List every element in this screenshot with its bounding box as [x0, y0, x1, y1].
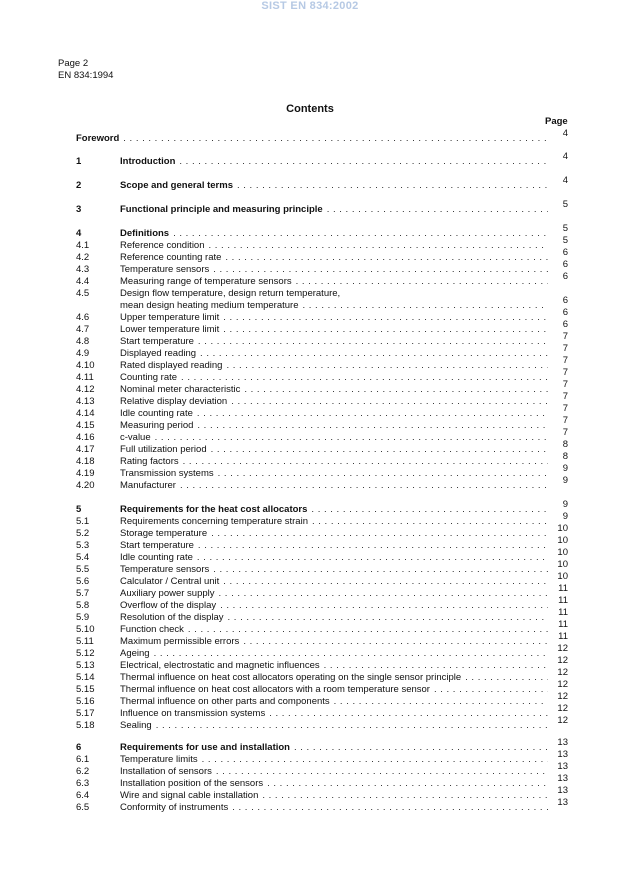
toc-entry-number: 4.20 [76, 480, 95, 491]
toc-entry-number: 5.16 [76, 696, 95, 707]
dot-leader [327, 204, 548, 216]
toc-entry-title: Thermal influence on heat cost allocators operating on the single sensor principle [120, 672, 462, 683]
toc-entry[interactable] [0, 175, 620, 192]
toc-entry-number: 4.2 [76, 252, 90, 263]
toc-entry-page: 12 [557, 667, 568, 678]
toc-entry-number: 5.2 [76, 528, 90, 539]
dot-leader [237, 180, 548, 192]
toc-entry-number: 5.1 [76, 516, 90, 527]
toc-entry-number: 5.13 [76, 660, 95, 671]
toc-entry[interactable] [0, 307, 620, 324]
toc-entry-title: Reference counting rate [120, 252, 222, 263]
toc-entry-page: 7 [562, 355, 568, 366]
dot-leader [202, 754, 548, 766]
toc-entry-number: 5.6 [76, 576, 90, 587]
toc-entry-title: Reference condition [120, 240, 205, 251]
toc-entry-title: Full utilization period [120, 444, 207, 455]
toc-entry-title: Auxiliary power supply [120, 588, 215, 599]
toc-entry-title: Relative display deviation [120, 396, 228, 407]
toc-entry-number: 5.3 [76, 540, 90, 551]
toc-entry[interactable] [0, 619, 620, 636]
toc-entry-number: 2 [76, 180, 82, 191]
toc-entry[interactable] [0, 288, 620, 300]
dot-leader [197, 408, 548, 420]
dot-leader [209, 240, 549, 252]
toc-entry-number: 4.9 [76, 348, 90, 359]
dot-leader [262, 790, 548, 802]
toc-entry-number: 4.12 [76, 384, 95, 395]
toc-entry-number: 5.8 [76, 600, 90, 611]
toc-entry-page: 6 [562, 319, 568, 330]
toc-entry-title: Wire and signal cable installation [120, 790, 259, 801]
dot-leader [197, 420, 548, 432]
toc-entry[interactable] [0, 199, 620, 216]
toc-entry[interactable] [0, 691, 620, 708]
toc-entry-page: 9 [562, 475, 568, 486]
toc-entry-title: Design flow temperature, design return temperature, [120, 288, 341, 299]
toc-entry-title: Measuring period [120, 420, 194, 431]
toc-entry-number: 4.4 [76, 276, 90, 287]
toc-entry-page: 13 [557, 761, 568, 772]
toc-entry-title: Temperature sensors [120, 264, 210, 275]
dot-leader [223, 324, 548, 336]
toc-entry[interactable] [0, 595, 620, 612]
toc-entry[interactable] [0, 631, 620, 648]
toc-entry-number: 6.4 [76, 790, 90, 801]
toc-entry-number: 4.10 [76, 360, 95, 371]
toc-entry-title: Temperature limits [120, 754, 198, 765]
toc-entry-title: Requirements for use and installation [120, 742, 290, 753]
toc-entry-number: 5 [76, 504, 82, 515]
toc-entry[interactable] [0, 559, 620, 576]
toc-entry-title: Displayed reading [120, 348, 197, 359]
toc-entry-title: Calculator / Central unit [120, 576, 220, 587]
toc-entry-title: Installation position of the sensors [120, 778, 264, 789]
toc-entry[interactable] [0, 679, 620, 696]
dot-leader [180, 480, 548, 492]
dot-leader [244, 384, 548, 396]
toc-entry-number: 5.12 [76, 648, 95, 659]
toc-entry-title: Nominal meter characteristic [120, 384, 241, 395]
toc-entry-title: Functional principle and measuring principle [120, 204, 323, 215]
toc-entry[interactable] [0, 475, 620, 492]
toc-entry-page: 8 [562, 451, 568, 462]
dot-leader [231, 396, 548, 408]
dot-leader [269, 708, 548, 720]
toc-entry-title: Function check [120, 624, 184, 635]
toc-entry-number: 4.17 [76, 444, 95, 455]
toc-entry[interactable] [0, 379, 620, 396]
dot-leader [334, 696, 548, 708]
toc-entry-title: Rated displayed reading [120, 360, 223, 371]
toc-entry-page: 5 [562, 235, 568, 246]
dot-leader [228, 612, 548, 624]
toc-entry[interactable] [0, 331, 620, 348]
toc-entry-number: 5.17 [76, 708, 95, 719]
toc-entry[interactable] [0, 259, 620, 276]
dot-leader [226, 360, 548, 372]
dot-leader [225, 252, 548, 264]
toc-entry-page: 6 [562, 307, 568, 318]
toc-entry-title: Start temperature [120, 336, 194, 347]
toc-entry-number: 4.14 [76, 408, 95, 419]
toc-entry-page: 7 [562, 391, 568, 402]
toc-entry-page: 13 [557, 797, 568, 808]
dot-leader [179, 156, 548, 168]
toc-entry-page: 5 [562, 223, 568, 234]
standard-id: EN 834:1994 [58, 70, 114, 81]
toc-entry[interactable] [0, 749, 620, 766]
toc-entry-number: 6.1 [76, 754, 90, 765]
toc-entry[interactable] [0, 451, 620, 468]
toc-entry-title: Introduction [120, 156, 176, 167]
toc-entry-number: 4.18 [76, 456, 95, 467]
dot-leader [211, 528, 548, 540]
toc-entry-title: Requirements concerning temperature strain [120, 516, 308, 527]
toc-entry-page: 11 [558, 619, 568, 630]
dot-leader [181, 372, 548, 384]
toc-entry[interactable] [0, 655, 620, 672]
dot-leader [303, 300, 549, 312]
toc-entry-page: 12 [557, 643, 568, 654]
toc-entry[interactable] [0, 271, 620, 288]
toc-entry[interactable] [0, 607, 620, 624]
toc-entry-page: 11 [558, 607, 568, 618]
toc-entry-title: mean design heating medium temperature [120, 300, 299, 311]
toc-entry[interactable] [0, 511, 620, 528]
toc-entry-title: Idle counting rate [120, 408, 193, 419]
watermark: SIST EN 834:2002 [261, 0, 359, 12]
toc-entry-page: 13 [557, 773, 568, 784]
toc-entry-title: Rating factors [120, 456, 179, 467]
toc-entry-title: Thermal influence on other parts and components [120, 696, 330, 707]
toc-entry-page: 9 [562, 463, 568, 474]
toc-entry-title: c-value [120, 432, 151, 443]
toc-entry-number: 4.13 [76, 396, 95, 407]
toc-entry-title: Requirements for the heat cost allocators [120, 504, 308, 515]
toc-entry[interactable] [0, 427, 620, 444]
dot-leader [216, 766, 548, 778]
toc-entry-number: 4.15 [76, 420, 95, 431]
dot-leader [213, 264, 548, 276]
toc-entry[interactable] [0, 547, 620, 564]
toc-entry-page: 6 [562, 259, 568, 270]
toc-entry-title: Definitions [120, 228, 170, 239]
toc-entry-page: 6 [562, 295, 568, 306]
toc-entry-page: 7 [562, 403, 568, 414]
toc-entry[interactable] [0, 499, 620, 516]
toc-entry[interactable] [0, 343, 620, 360]
toc-entry-page: 7 [562, 379, 568, 390]
toc-entry-number: 5.18 [76, 720, 95, 731]
toc-entry-page: 10 [557, 523, 568, 534]
toc-entry-page: 7 [562, 415, 568, 426]
toc-entry-number: 4.8 [76, 336, 90, 347]
toc-entry-page: 7 [562, 343, 568, 354]
toc-entry[interactable] [0, 643, 620, 660]
toc-entry[interactable] [0, 247, 620, 264]
toc-entry[interactable] [0, 151, 620, 168]
dot-leader [223, 312, 548, 324]
dot-leader [197, 552, 548, 564]
toc-entry-number: 1 [76, 156, 82, 167]
toc-entry-page: 6 [562, 271, 568, 282]
dot-leader [219, 588, 548, 600]
toc-entry[interactable] [0, 761, 620, 778]
toc-entry-number: 6.2 [76, 766, 90, 777]
toc-entry-number: 4.1 [76, 240, 90, 251]
toc-entry-title: Counting rate [120, 372, 178, 383]
toc-entry-title: Temperature sensors [120, 564, 210, 575]
toc-entry-number: 5.15 [76, 684, 95, 695]
toc-entry-page: 13 [557, 749, 568, 760]
toc-entry[interactable] [0, 391, 620, 408]
toc-entry-title: Start temperature [120, 540, 194, 551]
toc-entry-number: 4.5 [76, 288, 90, 299]
toc-entry[interactable] [0, 128, 620, 145]
dot-leader [311, 504, 548, 516]
dot-leader [123, 133, 548, 145]
toc-entry-number: 4.6 [76, 312, 90, 323]
toc-entry-page: 12 [557, 655, 568, 666]
dot-leader [156, 720, 548, 732]
toc-entry-title: Maximum permissible errors [120, 636, 240, 647]
toc-entry-title: Lower temperature limit [120, 324, 220, 335]
toc-entry-page: 10 [557, 535, 568, 546]
dot-leader [218, 468, 548, 480]
toc-entry-page: 13 [557, 785, 568, 796]
dot-leader [155, 432, 548, 444]
toc-entry-number: 5.9 [76, 612, 90, 623]
page-column-label: Page [545, 116, 568, 127]
toc-entry-page: 11 [558, 631, 568, 642]
toc-entry-number: 4.19 [76, 468, 95, 479]
toc-entry-page: 7 [562, 367, 568, 378]
dot-leader [183, 456, 548, 468]
toc-entry[interactable] [0, 439, 620, 456]
dot-leader [267, 778, 548, 790]
toc-entry-number: 3 [76, 204, 82, 215]
toc-entry-page: 9 [562, 499, 568, 510]
toc-entry-title: Manufacturer [120, 480, 176, 491]
toc-entry-page: 10 [557, 571, 568, 582]
dot-leader [154, 648, 548, 660]
toc-entry-title: Installation of sensors [120, 766, 212, 777]
toc-entry-page: 12 [557, 703, 568, 714]
toc-entry-page: 4 [562, 128, 568, 139]
toc-entry[interactable] [0, 571, 620, 588]
toc-entry-title: Influence on transmission systems [120, 708, 266, 719]
toc-entry-page: 5 [562, 199, 568, 210]
toc-entry-number: 5.7 [76, 588, 90, 599]
toc-entry-title: Storage temperature [120, 528, 208, 539]
toc-entry[interactable] [0, 463, 620, 480]
toc-entry-title: Ageing [120, 648, 150, 659]
toc-entry[interactable] [0, 355, 620, 372]
toc-entry-page: 11 [558, 583, 568, 594]
toc-entry-title: Electrical, electrostatic and magnetic influences [120, 660, 320, 671]
toc-entry-title: Scope and general terms [120, 180, 233, 191]
page-number: Page 2 [58, 58, 89, 69]
toc-entry-title: Conformity of instruments [120, 802, 229, 813]
dot-leader [312, 516, 548, 528]
toc-entry[interactable] [0, 367, 620, 384]
contents-title: Contents [286, 103, 334, 115]
dot-leader [188, 624, 548, 636]
toc-entry[interactable] [0, 715, 620, 732]
toc-entry-page: 11 [558, 595, 568, 606]
dot-leader [296, 276, 548, 288]
toc-entry[interactable] [0, 235, 620, 252]
toc-entry[interactable] [0, 403, 620, 420]
toc-entry-number: 4.3 [76, 264, 90, 275]
toc-entry-title: Idle counting rate [120, 552, 193, 563]
toc-entry-number: 6 [76, 742, 82, 753]
dot-leader [243, 636, 548, 648]
toc-entry-number: 4.11 [76, 372, 94, 383]
toc-entry-page: 7 [562, 331, 568, 342]
toc-entry-page: 12 [557, 691, 568, 702]
dot-leader [213, 564, 548, 576]
toc-entry[interactable] [0, 703, 620, 720]
dot-leader [465, 672, 548, 684]
toc-entry-number: 5.11 [76, 636, 94, 647]
toc-entry-title: Thermal influence on heat cost allocators with a room temperature sensor [120, 684, 430, 695]
toc-entry-page: 12 [557, 679, 568, 690]
dot-leader [173, 228, 548, 240]
dot-leader [198, 336, 548, 348]
dot-leader [434, 684, 548, 696]
toc-entry-page: 10 [557, 547, 568, 558]
toc-entry[interactable] [0, 223, 620, 240]
toc-entry-page: 10 [557, 559, 568, 570]
toc-entry-number: 6.5 [76, 802, 90, 813]
toc-entry[interactable] [0, 797, 620, 814]
toc-entry[interactable] [0, 667, 620, 684]
toc-entry-page: 6 [562, 247, 568, 258]
dot-leader [232, 802, 548, 814]
toc-entry-number: 5.5 [76, 564, 90, 575]
toc-entry-title: Transmission systems [120, 468, 214, 479]
toc-entry[interactable] [0, 295, 620, 312]
toc-entry-page: 13 [557, 737, 568, 748]
toc-entry[interactable] [0, 785, 620, 802]
toc-entry-title: Sealing [120, 720, 152, 731]
dot-leader [294, 742, 548, 754]
toc-entry-title: Measuring range of temperature sensors [120, 276, 292, 287]
toc-entry[interactable] [0, 773, 620, 790]
toc-entry[interactable] [0, 535, 620, 552]
toc-entry-number: 5.14 [76, 672, 95, 683]
toc-entry[interactable] [0, 583, 620, 600]
dot-leader [220, 600, 548, 612]
toc-entry-page: 4 [562, 151, 568, 162]
toc-entry-number: 6.3 [76, 778, 90, 789]
toc-entry-number: 4.16 [76, 432, 95, 443]
dot-leader [198, 540, 548, 552]
toc-entry-title: Upper temperature limit [120, 312, 220, 323]
dot-leader [200, 348, 548, 360]
toc-entry-title: Overflow of the display [120, 600, 217, 611]
dot-leader [211, 444, 548, 456]
toc-entry-page: 9 [562, 511, 568, 522]
toc-entry[interactable] [0, 737, 620, 754]
toc-entry-page: 7 [562, 427, 568, 438]
toc-entry[interactable] [0, 415, 620, 432]
toc-entry[interactable] [0, 523, 620, 540]
toc-entry-title: Foreword [76, 133, 120, 144]
toc-entry-number: 4 [76, 228, 82, 239]
toc-entry-page: 12 [557, 715, 568, 726]
toc-entry-title: Resolution of the display [120, 612, 224, 623]
toc-entry-number: 4.7 [76, 324, 90, 335]
dot-leader [223, 576, 548, 588]
toc-entry-page: 4 [562, 175, 568, 186]
dot-leader [324, 660, 548, 672]
toc-entry-number: 5.4 [76, 552, 90, 563]
toc-entry[interactable] [0, 319, 620, 336]
toc-entry-number: 5.10 [76, 624, 95, 635]
toc-entry-page: 8 [562, 439, 568, 450]
